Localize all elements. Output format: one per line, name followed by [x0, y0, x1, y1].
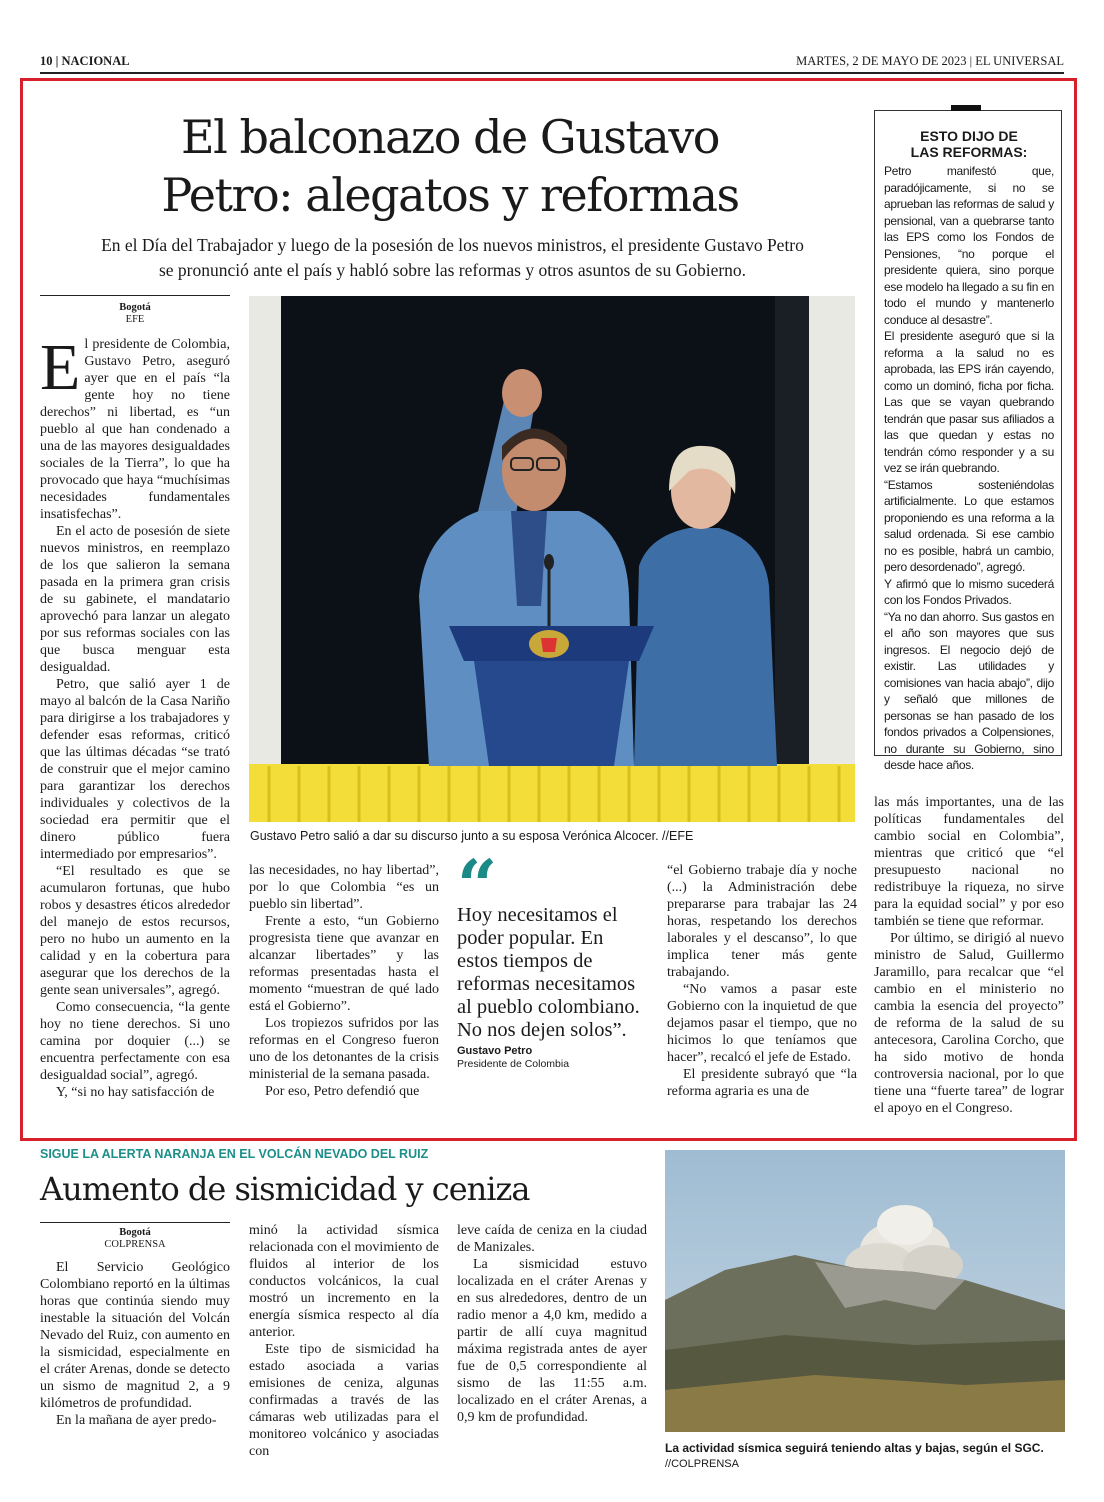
byline-rule [40, 1222, 230, 1223]
article-paragraph: Este tipo de sismicidad ha estado asociada a varias emisiones de ceniza, algunas confirmadas a través de las cámaras web utilizadas para el monitoreo volcánico y asociadas con [249, 1342, 439, 1459]
header-rule [40, 72, 1064, 74]
sidebar-paragraph: El presidente aseguró que si la reforma a la salud no es aprobada, las EPS irán cayendo, como un dominó, ficha por ficha. Las que se vayan quebrando tendrán que pasar sus afiliados a las que quedan y estas no tendrán cómo responder y a su vez se irán quebrando. [884, 329, 1054, 475]
quote-author: Gustavo Petro [457, 1045, 533, 1057]
volcano-photo-credit: //COLPRENSA [665, 1458, 739, 1470]
main-photo [249, 296, 855, 822]
drop-cap: E [40, 331, 81, 404]
article-paragraph: Como consecuencia, “la gente hoy no tiene derechos. Si uno camina por doquier (...) se encuentra perfectamente con esa desigualdad social”, agregó. [40, 1000, 230, 1083]
article-paragraph: Petro, que salió ayer 1 de mayo al balcón de la Casa Nariño para dirigirse a los trabajadores y defender esas reformas, criticó que las últimas décadas “se trató de construir que el mejor camino para garantizar los derechos individuales y colectivos de la sociedad era permitir que el dinero público fuera intermediado por empresarios”. [40, 677, 230, 862]
byline-rule [40, 295, 230, 296]
second-kicker: SIGUE LA ALERTA NARANJA EN EL VOLCÁN NEVADO DEL RUIZ [40, 1147, 429, 1161]
quote-role: Presidente de Colombia [457, 1058, 570, 1070]
second-column-2 [249, 1222, 439, 1460]
main-column-5 [874, 794, 1064, 1117]
quote-text: Hoy necesitamos el poder popular. En estos tiempos de reformas necesitamos al pueblo colombiano. No nos dejen solos”. [457, 904, 640, 1041]
main-column-4 [667, 862, 857, 1100]
main-column-1 [40, 295, 230, 1101]
main-column-2 [249, 862, 439, 1100]
page-section: 10 | NACIONAL [40, 54, 130, 68]
sidebar-paragraph: Y afirmó que lo mismo sucederá con los Fondos Privados. [884, 576, 1054, 607]
article-paragraph: Por último, se dirigió al nuevo ministro de Salud, Guillermo Jaramillo, para recalcar que “el cambio en el ministerio no cambia la esencia del proyecto” de reforma de la salud de su antecesora, Carolina Corcho, que ha sido motivo de honda controversia nacional, por lo que tiene una “fuerte tarea” de lograr el apoyo en el Congreso. [874, 931, 1064, 1116]
byline [40, 302, 230, 326]
second-headline: Aumento de sismicidad y ceniza [40, 1170, 530, 1208]
byline-city: Bogotá [119, 302, 151, 313]
deck-line-2: se pronunció ante el país y habló sobre las reformas y otros asuntos de su Gobierno. [158, 260, 747, 280]
article-paragraph: leve caída de ceniza en la ciudad de Manizales. [457, 1223, 647, 1255]
second-column-1 [40, 1222, 230, 1429]
sidebar-tab [951, 105, 981, 111]
sidebar-title-line-1: ESTO DIJO DE [920, 128, 1018, 144]
headline-line-2: Petro: alegatos y reformas [161, 168, 739, 222]
article-paragraph: En la mañana de ayer predo- [56, 1413, 217, 1428]
sidebar-title [875, 128, 1063, 160]
article-paragraph: Los tropiezos sufridos por las reformas en el Congreso fueron uno de los detonantes de la crisis ministerial de la semana pasada. [249, 1016, 439, 1082]
date-and-paper: MARTES, 2 DE MAYO DE 2023 | EL UNIVERSAL [796, 54, 1064, 68]
volcano-photo-illustration [665, 1150, 1065, 1432]
sidebar-paragraph: Petro manifestó que, paradójicamente, si no se aprueban las reformas de salud y pensional, van a quebrarse tanto las EPS como los Fondos de Pensiones, “no porque el presidente quiera, sino porque ese modelo ha llegado a su fin en todo el mundo y mantenerlo conduce al desastre”. [884, 164, 1054, 327]
balcony-photo-illustration [249, 296, 855, 822]
sidebar-paragraph: “Ya no dan ahorro. Sus gastos en el año son mayores que sus ingresos. El negocio dejó de existir. Las utilidades y comisiones van hacia abajo”, dijo y señaló que millones de personas se han pasado de los fondos privados a Colpensiones, no durante su Gobierno, sino desde hace años. [884, 609, 1054, 772]
sidebar-body [884, 163, 1054, 774]
sidebar-paragraph: “Estamos sosteniéndolas artificialmente. Lo que estamos proponiendo es una reforma a la salud ordenada. Si ese cambio no es posible, habrá un cambio, pero desordenado”, agregó. [884, 477, 1054, 574]
article-paragraph: El presidente subrayó que “la reforma agraria es una de [667, 1067, 857, 1099]
article-paragraph: El presidente de Colombia, Gustavo Petro, aseguró ayer que en el país “la gente hoy no tiene derechos” ni libertad, es “un pueblo al que han condenado a una de las mayores desigualdades sociales de la Tierra”, lo que ha provocado que haya “muchísimas necesidades fundamentales insatisfechas”. [40, 331, 230, 522]
sidebar-title-line-2: LAS REFORMAS: [910, 144, 1028, 160]
pull-quote [457, 844, 649, 1071]
article-paragraph: La sismicidad estuvo localizada en el cráter Arenas y en sus alrededores, dentro de un radio menor a 4,0 km, medido a partir de allí cuya magnitud máxima registrada antes de ayer fue de 0,5 correspondiente al sismo de las 11:55 a.m. localizado en el cráter Arenas, a 0,9 km de profundidad. [457, 1257, 647, 1425]
headline-line-1: El balconazo de Gustavo [181, 110, 719, 164]
headline [60, 108, 840, 224]
sidebar-box [874, 110, 1062, 772]
article-paragraph: En el acto de posesión de siete nuevos ministros, en reemplazo de los que salieron la semana pasada en la primera gran crisis de su gabinete, el mandatario aprovechó para lanzar un alegato por sus reformas sociales con las que busca menguar esta desigualdad. [40, 524, 230, 675]
byline [40, 1227, 230, 1251]
article-paragraph: las necesidades, no hay libertad”, por lo que Colombia “es un pueblo sin libertad”. [249, 863, 439, 912]
second-column-3 [457, 1222, 647, 1426]
byline-agency: EFE [125, 314, 145, 325]
byline-city: Bogotá [119, 1227, 151, 1238]
volcano-photo [665, 1150, 1065, 1432]
byline-agency: COLPRENSA [104, 1239, 166, 1250]
article-paragraph: las más importantes, una de las políticas fundamentales del cambio social en Colombia”, mientras que criticó que “el presupuesto nacional no redistribuye la riqueza, no sirve para la equidad social” y por eso también se tiene que reformar. [874, 795, 1064, 929]
article-paragraph: Frente a esto, “un Gobierno progresista tiene que avanzar en alcanzar libertades” y las reformas presentadas hasta el momento “muestran de qué lado está el Gobierno”. [249, 914, 439, 1014]
main-photo-caption: Gustavo Petro salió a dar su discurso junto a su esposa Verónica Alcocer. //EFE [250, 829, 694, 843]
article-paragraph: El Servicio Geológico Colombiano reportó en la últimas horas que continúa siendo muy inestable la situación del Volcán Nevado del Ruiz, con aumento en la sismicidad, especialmente en el cráter Arenas, donde se detecto un sismo de magnitud 2, a 9 kilómetros de profundidad. [40, 1260, 230, 1411]
quote-mark-icon: “ [457, 844, 498, 927]
volcano-photo-caption: La actividad sísmica seguirá teniendo altas y bajas, según el SGC. [665, 1441, 1044, 1455]
article-paragraph: “el Gobierno trabaje día y noche (...) la Administración debe prepararse para trabajar las 24 horas, respetando los derechos laborales y el descanso”, lo que implica tener más gente trabajando. [667, 863, 857, 980]
page-header [40, 54, 1064, 72]
article-paragraph: minó la actividad sísmica relacionada con el movimiento de fluidos al interior de los conductos volcánicos, la cual mostró un incremento en la energía sísmica respecto al día anterior. [249, 1223, 439, 1340]
deck [40, 233, 865, 283]
article-paragraph: “No vamos a pasar este Gobierno con la inquietud de que dejamos pasar el tiempo, que no hicimos lo que teníamos que hacer”, recalcó el jefe de Estado. [667, 982, 857, 1065]
article-paragraph: Y, “si no hay satisfacción de [56, 1085, 215, 1100]
article-paragraph: “El resultado es que se acumularon fortunas, que hubo robos y desastres éticos alrededor del manejo de estos recursos, pero no hubo un aumento en la calidad y en la cobertura para asegurar que los derechos de la gente sean universales”, agregó. [40, 864, 230, 998]
article-paragraph: Por eso, Petro defendió que [265, 1084, 420, 1099]
deck-line-1: En el Día del Trabajador y luego de la posesión de los nuevos ministros, el presidente Gustavo Petro [101, 235, 804, 255]
